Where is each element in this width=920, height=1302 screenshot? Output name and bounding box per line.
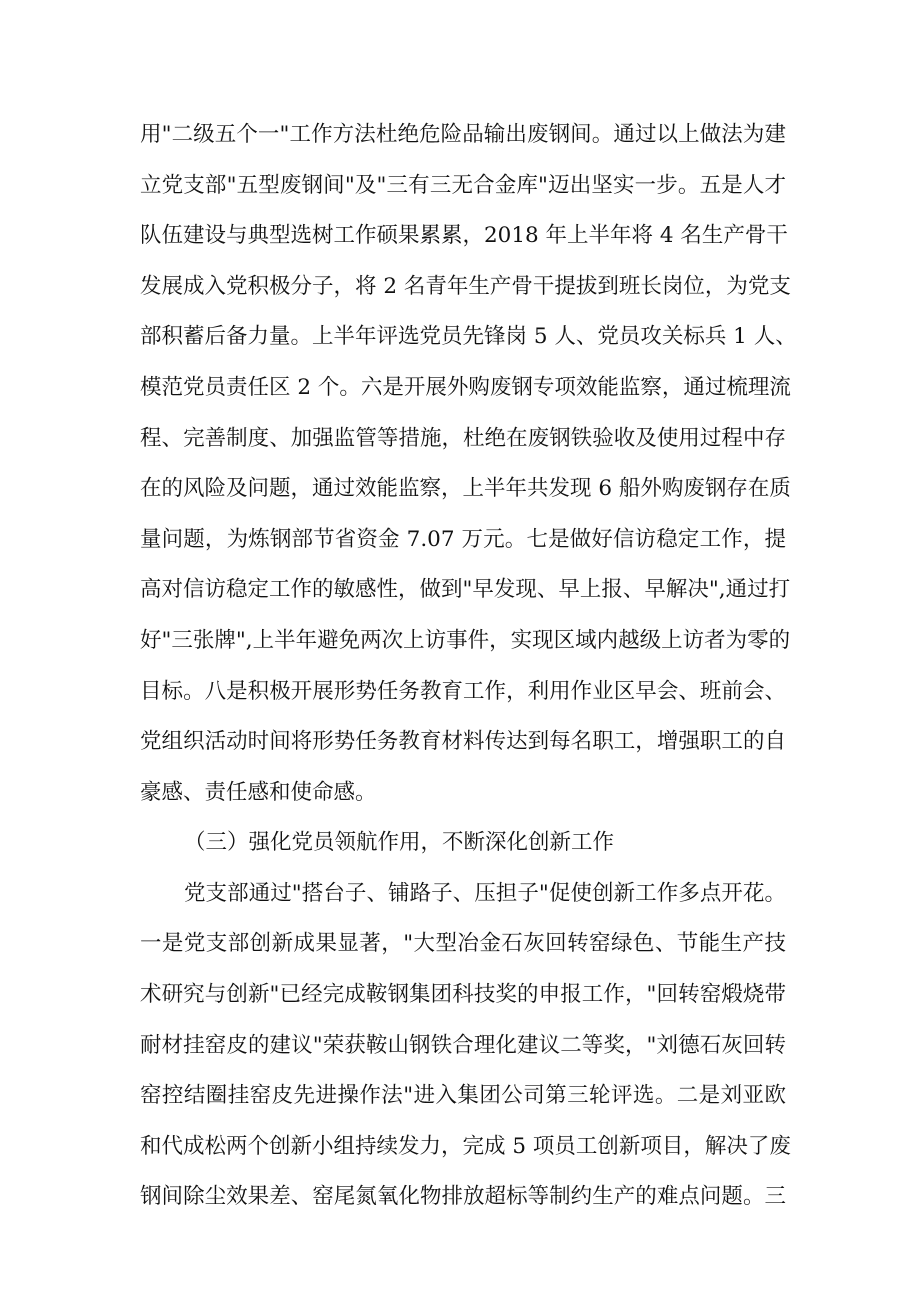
section-heading: （三）强化党员领航作用，不断深化创新工作 bbox=[184, 830, 615, 855]
paragraph-line: 一是党支部创新成果显著，"大型冶金石灰回转窑绿色、节能生产技 bbox=[140, 931, 786, 956]
paragraph-line: 党组织活动时间将形势任务教育材料传达到每名职工，增强职工的自 bbox=[140, 729, 786, 754]
paragraph-line: 耐材挂窑皮的建议"荣获鞍山钢铁合理化建议二等奖，"刘德石灰回转 bbox=[140, 1033, 786, 1058]
paragraph-line: 程、完善制度、加强监管等措施，杜绝在废钢铁验收及使用过程中存 bbox=[140, 426, 786, 451]
paragraph-line: 模范党员责任区 2 个。六是开展外购废钢专项效能监察，通过梳理流 bbox=[140, 375, 791, 400]
paragraph-line: 目标。八是积极开展形势任务教育工作，利用作业区早会、班前会、 bbox=[140, 679, 786, 704]
paragraph-line: 量问题，为炼钢部节省资金 7.07 万元。七是做好信访稳定工作，提 bbox=[140, 527, 786, 552]
paragraph-line: 和代成松两个创新小组持续发力，完成 5 项员工创新项目，解决了废 bbox=[140, 1134, 791, 1159]
paragraph-line: 立党支部"五型废钢间"及"三有三无合金库"迈出坚实一步。五是人才 bbox=[140, 173, 786, 198]
paragraph-line-end: 豪感、责任感和使命感。 bbox=[140, 780, 377, 805]
paragraph-line: 术研究与创新"已经完成鞍钢集团科技奖的申报工作，"回转窑煅烧带 bbox=[140, 982, 786, 1007]
paragraph-line: 发展成入党积极分子，将 2 名青年生产骨干提拔到班长岗位，为党支 bbox=[140, 274, 791, 299]
paragraph-line: 窑控结圈挂窑皮先进操作法"进入集团公司第三轮评选。二是刘亚欧 bbox=[140, 1083, 786, 1108]
paragraph-first-line: 党支部通过"搭台子、铺路子、压担子"促使创新工作多点开花。 bbox=[184, 881, 786, 906]
paragraph-line: 钢间除尘效果差、窑尾氮氧化物排放超标等制约生产的难点问题。三 bbox=[140, 1184, 786, 1209]
paragraph-line: 用"二级五个一"工作方法杜绝危险品输出废钢间。通过以上做法为建 bbox=[140, 122, 786, 147]
paragraph-line: 队伍建设与典型选树工作硕果累累，2018 年上半年将 4 名生产骨干 bbox=[140, 223, 788, 248]
paragraph-line: 部积蓄后备力量。上半年评选党员先锋岗 5 人、党员攻关标兵 1 人、 bbox=[140, 324, 797, 349]
paragraph-line: 好"三张牌",上半年避免两次上访事件，实现区域内越级上访者为零的 bbox=[140, 628, 791, 653]
paragraph-line: 在的风险及问题，通过效能监察，上半年共发现 6 船外购废钢存在质 bbox=[140, 476, 791, 501]
paragraph-line: 高对信访稳定工作的敏感性，做到"早发现、早上报、早解决",通过打 bbox=[140, 577, 791, 602]
